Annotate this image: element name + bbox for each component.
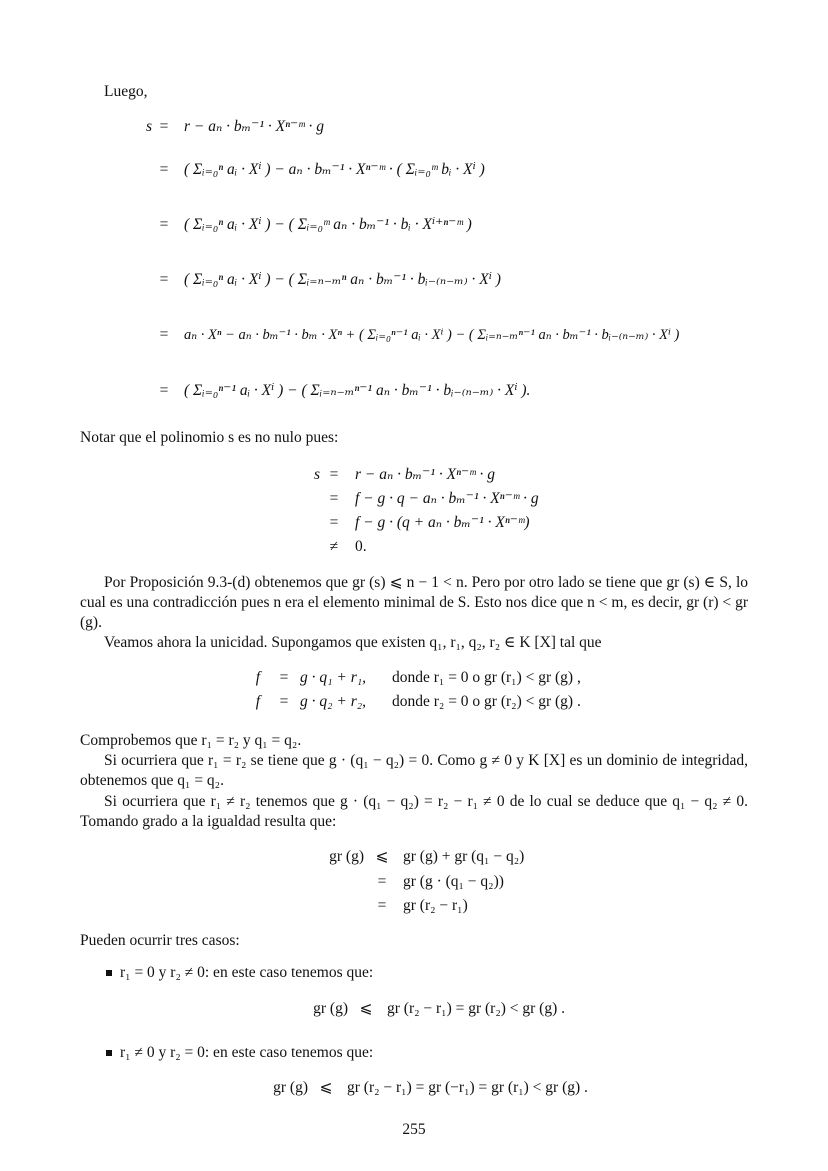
paragraph-proposicion: Por Proposición 9.3-(d) obtenemos que gr (s) ⩽ n − 1 < n. Pero por otro lado se tiene que gr (s) ∈ S, lo cual es una contradicción pues n era el elemento minimal de S. Esto nos dice que n < m, es decir, gr (r) < gr (g). — [80, 574, 748, 631]
bullet-icon — [106, 1050, 112, 1056]
paragraph-casos: Pueden ocurrir tres casos: — [80, 932, 240, 949]
paragraph-si-ocurriera-2: Si ocurriera que r₁ ≠ r₂ tenemos que g · (q₁ − q₂) = r₂ − r₁ ≠ 0 de lo cual se deduce que q₁ − q₂ ≠ 0. Tomando grado a la igualdad resulta que: — [80, 793, 748, 830]
paragraph-unicidad: Veamos ahora la unicidad. Supongamos que existen q₁, r₁, q₂, r₂ ∈ K [X] tal que — [104, 634, 602, 651]
bullet-icon — [106, 970, 112, 976]
intro-luego: Luego, — [104, 83, 148, 100]
paragraph-comprobemos: Comprobemos que r₁ = r₂ y q₁ = q₂. — [80, 732, 302, 749]
notar-text: Notar que el polinomio s es no nulo pues: — [80, 429, 339, 446]
page-number: 255 — [402, 1121, 426, 1138]
case-2-text: r₁ ≠ 0 y r₂ = 0: en este caso tenemos que: — [120, 1044, 374, 1061]
case-1-text: r₁ = 0 y r₂ ≠ 0: en este caso tenemos que: — [120, 964, 374, 981]
document-page: Luego, s = r − aₙ · bₘ⁻¹ · Xⁿ⁻ᵐ · g = ( Σᵢ₌₀ⁿ aᵢ · Xⁱ ) − aₙ · bₘ⁻¹ · Xⁿ⁻ᵐ · ( Σᵢ₌₀ᵐ bᵢ · Xⁱ ) = ( Σᵢ₌₀ⁿ aᵢ · Xⁱ ) − ( Σᵢ₌₀ᵐ aₙ · bₘ⁻¹ · bᵢ · Xⁱ⁺ⁿ⁻ᵐ ) = ( Σᵢ₌₀ⁿ aᵢ · Xⁱ ) − ( Σᵢ₌ₙ₋ₘⁿ aₙ · bₘ⁻¹ · bᵢ₋₍ₙ₋ₘ₎ · Xⁱ ) = aₙ · Xⁿ − aₙ · bₘ⁻¹ · bₘ · Xⁿ + ( Σᵢ₌₀ⁿ⁻¹ aᵢ · Xⁱ ) − ( Σᵢ₌ₙ₋ₘⁿ⁻¹ aₙ · bₘ⁻¹ · bᵢ₋₍ₙ₋ₘ₎ · Xⁱ ) = ( Σᵢ₌₀ⁿ⁻¹ aᵢ · Xⁱ ) − ( Σᵢ₌ₙ₋ₘⁿ⁻¹ aₙ · bₘ⁻¹ · bᵢ₋₍ₙ₋ₘ₎ · Xⁱ ). Notar que el polinomio s es no nulo pues: s = r − aₙ · bₘ⁻¹ · Xⁿ⁻ᵐ · g = f − g · q − aₙ · bₘ⁻¹ · Xⁿ⁻ᵐ · g = f − g · (q + aₙ · bₘ⁻¹ · Xⁿ⁻ᵐ) ≠ 0. Por Proposición 9.3-(d) obtenemos que gr (s) ⩽ n − 1 < n. Pero por otro lado se tiene que gr (s) ∈ S, lo cual es una contradicción pues n era el elemento minimal de S. Esto nos dice que n < m, es decir, gr (r) < gr (g). Veamos ahora la unicidad. Supongamos que existen q₁, r₁, q₂, r₂ ∈ K [X] tal que f = g · q₁ + r₁, donde r₁ = 0 o gr (r₁) < gr (g) , f = g · q₂ + r₂, donde r₂ = 0 o gr (r₂) < gr (g) . Comprobemos que r₁ = r₂ y q₁ = q₂. Si ocurriera que r₁ = r₂ se tiene que g · (q₁ − q₂) = 0. Como g ≠ 0 y K [X] es un dominio de integridad, obtenemos que q₁ = q₂. Si ocurriera que r₁ ≠ r₂ tenemos que g · (q₁ − q₂) = r₂ − r₁ ≠ 0 de lo cual se deduce que q₁ − q₂ ≠ 0. Tomando grado a la igualdad resulta que: gr (g) ⩽ gr (g) + gr (q₁ − q₂) = gr (g · (q₁ − q₂)) = gr (r₂ − r₁) Pueden ocurrir tres casos: r₁ = 0 y r₂ ≠ 0: en este caso tenemos que: gr (g) ⩽ gr (r₂ − r₁) = gr (r₂) < gr (g) . r₁ ≠ 0 y r₂ = 0: en este caso tenemos que: gr (g) ⩽ gr (r₂ − r₁) = gr (−r₁) = gr (r₁) < gr (g) . 255 — [0, 0, 828, 1171]
paragraph-si-ocurriera-1: Si ocurriera que r₁ = r₂ se tiene que g · (q₁ − q₂) = 0. Como g ≠ 0 y K [X] es un dominio de integridad, obtenemos que q₁ = q₂. — [80, 752, 748, 789]
